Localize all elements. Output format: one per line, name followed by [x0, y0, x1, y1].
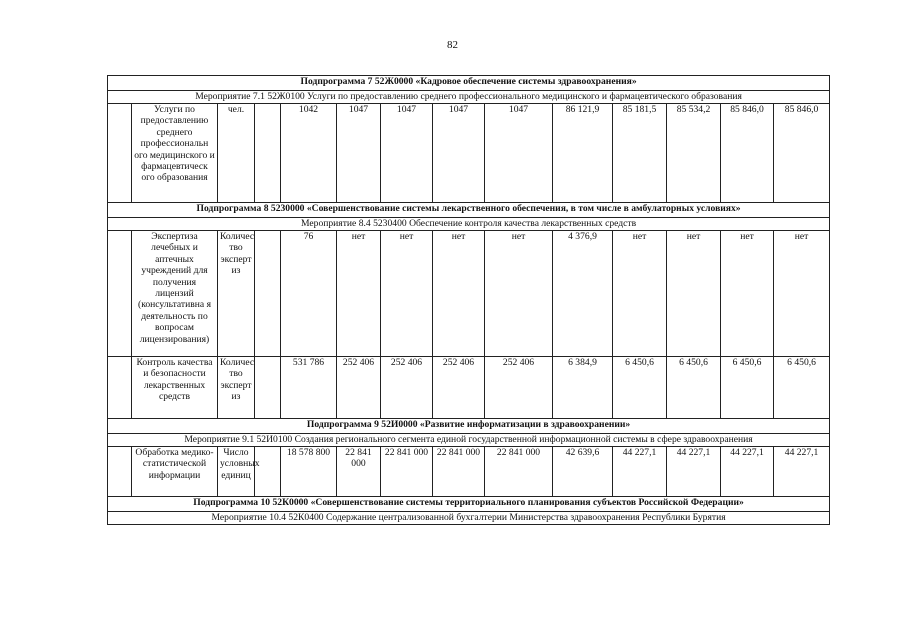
empty-cell — [108, 231, 132, 357]
subprogram-row — [108, 203, 830, 218]
value-cell: 6 450,6 — [613, 357, 667, 419]
empty-cell — [255, 447, 281, 497]
value-cell: 6 450,6 — [774, 357, 830, 419]
value-cell: 22 841 000 — [381, 447, 433, 497]
subprogram-title: Подпрограмма 7 52Ж0000 «Кадровое обеспечение системы здравоохранения» — [108, 76, 830, 91]
value-cell: 6 384,9 — [553, 357, 613, 419]
empty-cell — [108, 104, 132, 203]
value-cell: 85 846,0 — [721, 104, 774, 203]
indicator-table — [107, 75, 830, 525]
value-cell: 6 450,6 — [721, 357, 774, 419]
value-cell: 4 376,9 — [553, 231, 613, 357]
measure-row — [108, 434, 830, 447]
page-number: 82 — [447, 39, 458, 51]
value-cell: нет — [721, 231, 774, 357]
value-cell: 85 846,0 — [774, 104, 830, 203]
value-cell: нет — [433, 231, 485, 357]
value-cell: нет — [485, 231, 553, 357]
unit-cell: Количес тво эксперт из — [218, 357, 255, 419]
measure-row — [108, 218, 830, 231]
measure-row — [108, 91, 830, 104]
value-cell: 252 406 — [337, 357, 381, 419]
empty-cell — [255, 231, 281, 357]
value-cell: 85 534,2 — [667, 104, 721, 203]
subprogram-title: Подпрограмма 9 52И0000 «Развитие информатизации в здравоохранении» — [108, 419, 830, 434]
value-cell: 6 450,6 — [667, 357, 721, 419]
unit-cell: чел. — [218, 104, 255, 203]
value-cell: 44 227,1 — [721, 447, 774, 497]
subprogram-title: Подпрограмма 8 5230000 «Совершенствование системы лекарственного обеспечения, в том числе в амбулаторных условиях» — [108, 203, 830, 218]
value-cell: 1047 — [485, 104, 553, 203]
indicator-name: Экспертиза лечебных и аптечных учреждений для получения лицензий (консультативна я деятельность по вопросам лицензирования) — [132, 231, 218, 357]
value-cell: 18 578 800 — [281, 447, 337, 497]
measure-row — [108, 512, 830, 525]
value-cell: нет — [613, 231, 667, 357]
indicator-name: Контроль качества и безопасности лекарственных средств — [132, 357, 218, 419]
unit-cell: Количес тво эксперт из — [218, 231, 255, 357]
value-cell: 531 786 — [281, 357, 337, 419]
value-cell: 44 227,1 — [667, 447, 721, 497]
value-cell: 1042 — [281, 104, 337, 203]
subprogram-title: Подпрограмма 10 52К0000 «Совершенствование системы территориального планирования субъектов Российской Федерации» — [108, 497, 830, 512]
subprogram-row — [108, 497, 830, 512]
value-cell: 1047 — [433, 104, 485, 203]
value-cell: 1047 — [381, 104, 433, 203]
value-cell: 252 406 — [485, 357, 553, 419]
value-cell: нет — [337, 231, 381, 357]
value-cell: нет — [774, 231, 830, 357]
table-row — [108, 231, 830, 357]
measure-title: Мероприятие 7.1 52Ж0100 Услуги по предоставлению среднего профессионального медицинского и фармацевтического образования — [108, 91, 830, 104]
value-cell: нет — [667, 231, 721, 357]
subprogram-row — [108, 419, 830, 434]
measure-title: Мероприятие 8.4 5230400 Обеспечение контроля качества лекарственных средств — [108, 218, 830, 231]
value-cell: 22 841 000 — [485, 447, 553, 497]
table-row — [108, 104, 830, 203]
measure-title: Мероприятие 9.1 52И0100 Создания регионального сегмента единой государственной информационной системы в сфере здравоохранения — [108, 434, 830, 447]
value-cell: 76 — [281, 231, 337, 357]
unit-cell: Число условных единиц — [218, 447, 255, 497]
value-cell: 85 181,5 — [613, 104, 667, 203]
table-row — [108, 357, 830, 419]
value-cell: 252 406 — [381, 357, 433, 419]
value-cell: 44 227,1 — [774, 447, 830, 497]
empty-cell — [255, 357, 281, 419]
subprogram-row — [108, 76, 830, 91]
value-cell: 1047 — [337, 104, 381, 203]
value-cell: 44 227,1 — [613, 447, 667, 497]
measure-title: Мероприятие 10.4 52К0400 Содержание централизованной бухгалтерии Министерства здравоохранения Республики Бурятия — [108, 512, 830, 525]
value-cell: 22 841 000 — [433, 447, 485, 497]
empty-cell — [255, 104, 281, 203]
empty-cell — [108, 447, 132, 497]
value-cell: 22 841 000 — [337, 447, 381, 497]
value-cell: 252 406 — [433, 357, 485, 419]
indicator-name: Обработка медико- статистической информации — [132, 447, 218, 497]
empty-cell — [108, 357, 132, 419]
value-cell: нет — [381, 231, 433, 357]
value-cell: 86 121,9 — [553, 104, 613, 203]
table-row — [108, 447, 830, 497]
indicator-name: Услуги по предоставлению среднего профессиональн ого медицинского и фармацевтическ ого образования — [132, 104, 218, 203]
value-cell: 42 639,6 — [553, 447, 613, 497]
